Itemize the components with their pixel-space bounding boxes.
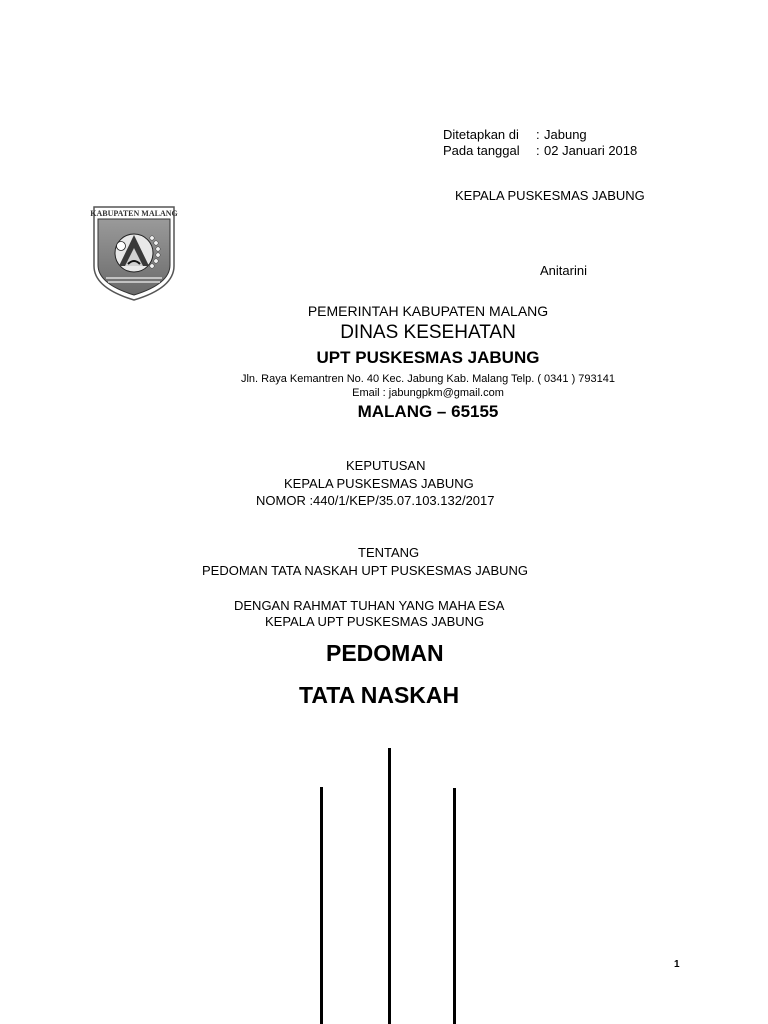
main-title-line2: TATA NASKAH [299, 682, 460, 708]
logo-text: KABUPATEN MALANG [90, 209, 178, 218]
decree-number: NOMOR :440/1/KEP/35.07.103.132/2017 [256, 493, 495, 508]
blessing-text: DENGAN RAHMAT TUHAN YANG MAHA ESA [234, 598, 505, 613]
decree-issuer: KEPALA PUSKESMAS JABUNG [284, 476, 474, 491]
place-label: Ditetapkan di [443, 127, 519, 142]
place-row: Ditetapkan di : Jabung [443, 127, 587, 142]
unit-name: UPT PUSKESMAS JABUNG [316, 348, 540, 367]
signatory-name: Anitarini [540, 263, 587, 278]
page-number: 1 [674, 959, 680, 970]
signatory-position: KEPALA PUSKESMAS JABUNG [455, 188, 645, 203]
about-text: PEDOMAN TATA NASKAH UPT PUSKESMAS JABUNG [202, 563, 529, 578]
date-label: Pada tanggal [443, 143, 520, 158]
city-postcode: MALANG – 65155 [357, 402, 499, 421]
center-vertical-line [388, 748, 391, 1024]
agency-name: DINAS KESEHATAN [340, 322, 516, 343]
decree-title: KEPUTUSAN [346, 458, 426, 473]
date-row: Pada tanggal : 02 Januari 2018 [443, 143, 638, 158]
about-label: TENTANG [358, 545, 420, 560]
place-value: Jabung [544, 127, 587, 142]
kabupaten-malang-emblem-icon [90, 204, 178, 302]
address: Jln. Raya Kemantren No. 40 Kec. Jabung Kab. Malang Telp. ( 0341 ) 793141 [240, 373, 616, 385]
left-vertical-line [320, 787, 323, 1024]
email: Email : jabungpkm@gmail.com [352, 387, 504, 399]
blessing-issuer: KEPALA UPT PUSKESMAS JABUNG [265, 614, 485, 629]
main-title-line1: PEDOMAN [326, 640, 444, 666]
right-vertical-line [453, 788, 456, 1024]
date-value: 02 Januari 2018 [544, 143, 638, 158]
government-name: PEMERINTAH KABUPATEN MALANG [307, 303, 549, 319]
